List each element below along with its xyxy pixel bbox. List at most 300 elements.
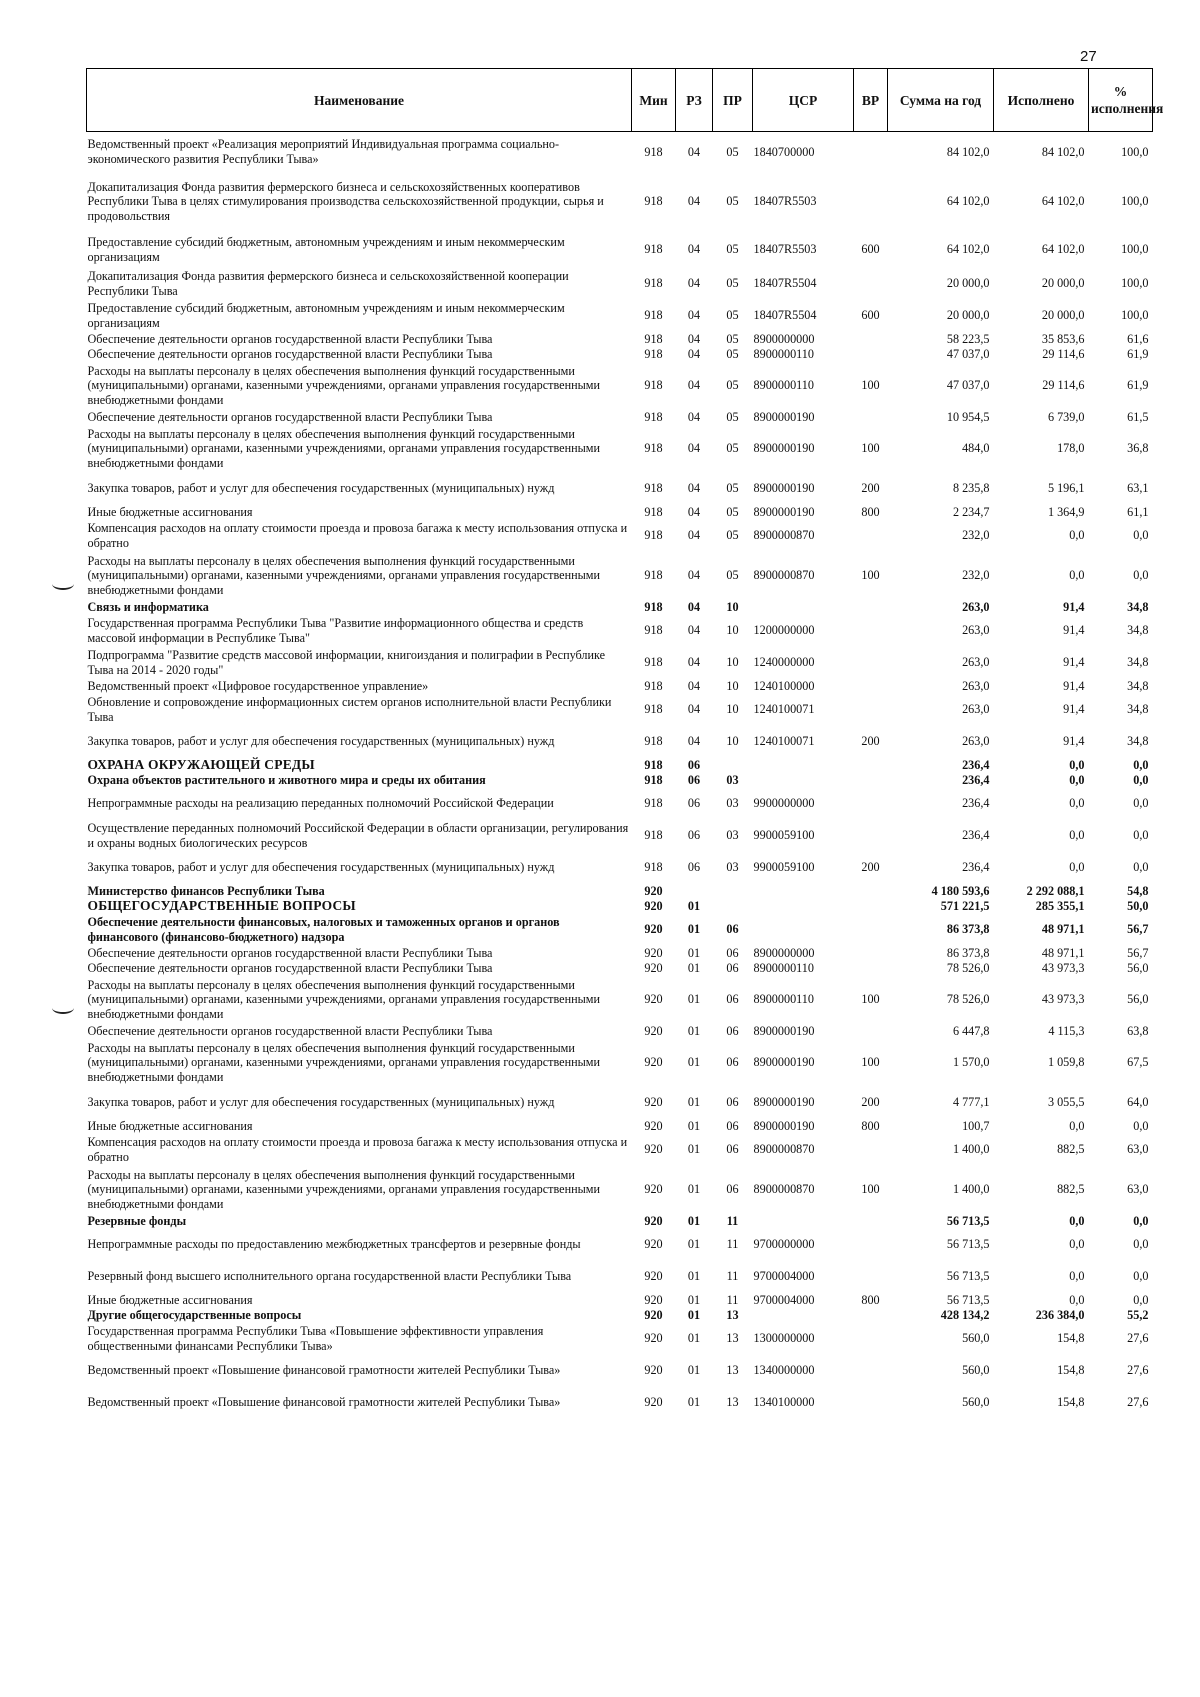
row-csr-cell: [753, 1214, 854, 1229]
row-executed-cell: 91,4: [1063, 678, 1085, 693]
row-min-cell: 918: [644, 308, 663, 323]
row-pr-cell: 11: [726, 1269, 739, 1284]
row-csr-cell: 9700000000: [753, 1237, 815, 1252]
row-pr-cell: 05: [726, 308, 739, 323]
row-rz-cell: 04: [687, 194, 701, 209]
row-csr-cell: 8900000870: [753, 528, 815, 543]
row-sum-cell: 20 000,0: [946, 276, 990, 291]
row-name-cell: Обеспечение деятельности финансовых, налоговых и таможенных органов и органов финансового (финансово-бюджетного) надзора: [87, 915, 560, 944]
row-percent-cell: 61,5: [1127, 409, 1149, 424]
row-sum-cell: 56 713,5: [946, 1213, 990, 1228]
table-row: [87, 946, 1153, 961]
row-pr-cell: 06: [726, 1095, 739, 1110]
row-rz-cell: 04: [687, 308, 701, 323]
row-name-cell: Государственная программа Республики Тыва «Повышение эффективности управления общественными финансами Республики Тыва»: [87, 1324, 544, 1353]
row-percent-cell: 61,9: [1127, 378, 1149, 393]
table-row: [87, 679, 1153, 694]
row-csr-cell: 18407R5504: [753, 308, 817, 323]
table-row: [87, 410, 1153, 425]
row-percent-cell: 100,0: [1121, 144, 1149, 159]
row-sum-cell: 100,7: [962, 1118, 990, 1133]
row-min-cell: 920: [644, 1237, 663, 1252]
row-vr-cell: [854, 172, 888, 232]
row-min-cell: 918: [644, 276, 663, 291]
row-vr-cell: [854, 884, 888, 899]
row-pr-cell: 05: [726, 528, 739, 543]
row-executed-cell: 0,0: [1069, 1292, 1085, 1307]
row-percent-cell: 0,0: [1133, 1237, 1149, 1252]
row-csr-cell: [753, 899, 854, 914]
row-executed-cell: 29 114,6: [1042, 346, 1085, 361]
row-min-cell: 918: [644, 655, 663, 670]
row-executed-cell: 0,0: [1069, 1237, 1085, 1252]
table-row: [87, 1323, 1153, 1355]
row-min-cell: 918: [644, 331, 663, 346]
row-executed-cell: 0,0: [1069, 528, 1085, 543]
row-name-cell: Министерство финансов Республики Тыва: [87, 883, 325, 898]
table-row: [87, 1119, 1153, 1134]
row-name-cell: Ведомственный проект «Реализация мероприятий Индивидуальная программа социально-экономического развития Республики Тыва»: [87, 137, 560, 166]
row-name-cell: Непрограммные расходы на реализацию переданных полномочий Российской Федерации: [87, 796, 554, 811]
row-pr-cell: 11: [726, 1292, 739, 1307]
row-name-cell: Расходы на выплаты персоналу в целях обеспечения выполнения функций государственными (муниципальными) органами, казенными учреждениями, органами управления государственными внебюджетными фондами: [87, 553, 601, 597]
row-csr-cell: 1240100071: [753, 702, 815, 717]
row-name-cell: Резервные фонды: [87, 1213, 187, 1228]
row-pr-cell: 05: [726, 346, 739, 361]
row-csr-cell: 8900000110: [753, 992, 814, 1007]
row-min-cell: 918: [644, 441, 663, 456]
row-rz-cell: [676, 884, 713, 899]
row-sum-cell: 64 102,0: [946, 242, 990, 257]
row-sum-cell: 78 526,0: [946, 960, 990, 975]
row-sum-cell: 56 713,5: [946, 1292, 990, 1307]
row-sum-cell: 2 234,7: [952, 504, 990, 519]
row-min-cell: 920: [644, 898, 663, 913]
row-executed-cell: 91,4: [1063, 655, 1085, 670]
table-row: [87, 1229, 1153, 1261]
row-executed-cell: 91,4: [1063, 623, 1085, 638]
row-rz-cell: 01: [687, 1095, 701, 1110]
row-rz-cell: 01: [687, 992, 701, 1007]
row-name-cell: Ведомственный проект «Цифровое государственное управление»: [87, 678, 429, 693]
row-pr-cell: 05: [726, 504, 739, 519]
row-pr-cell: 13: [726, 1307, 739, 1322]
row-percent-cell: 67,5: [1127, 1055, 1149, 1070]
row-csr-cell: 9700004000: [753, 1269, 815, 1284]
row-min-cell: 918: [644, 504, 663, 519]
table-row: [87, 425, 1153, 473]
row-rz-cell: 04: [687, 599, 701, 614]
row-min-cell: 920: [644, 1269, 663, 1284]
row-rz-cell: 04: [687, 734, 701, 749]
row-sum-cell: 84 102,0: [946, 144, 990, 159]
row-csr-cell: 1340100000: [753, 1395, 815, 1410]
budget-table-container: [86, 68, 1164, 1419]
row-vr-cell: 100: [861, 1182, 880, 1197]
row-csr-cell: 1840700000: [753, 144, 815, 159]
row-csr-cell: 8900000190: [753, 1118, 815, 1133]
row-executed-cell: 0,0: [1069, 1213, 1085, 1228]
row-sum-cell: 4 777,1: [952, 1095, 990, 1110]
row-executed-cell: 91,4: [1063, 734, 1085, 749]
row-percent-cell: 100,0: [1121, 308, 1149, 323]
row-rz-cell: 04: [687, 144, 701, 159]
row-percent-cell: 27,6: [1127, 1363, 1149, 1378]
row-percent-cell: 34,8: [1127, 734, 1149, 749]
row-pr-cell: 03: [726, 828, 739, 843]
row-rz-cell: 01: [687, 1213, 701, 1228]
row-min-cell: 920: [644, 945, 663, 960]
row-executed-cell: 154,8: [1057, 1363, 1085, 1378]
row-vr-cell: 100: [861, 568, 880, 583]
row-executed-cell: 178,0: [1057, 441, 1085, 456]
row-executed-cell: 64 102,0: [1041, 194, 1085, 209]
row-csr-cell: 8900000110: [753, 346, 814, 361]
row-min-cell: 920: [644, 1055, 663, 1070]
row-csr-cell: 9900000000: [753, 796, 815, 811]
table-row: [87, 884, 1153, 899]
row-rz-cell: 01: [687, 1118, 701, 1133]
row-sum-cell: 263,0: [962, 623, 990, 638]
row-rz-cell: 01: [687, 960, 701, 975]
table-row: [87, 1308, 1153, 1323]
row-csr-cell: 8900000870: [753, 1142, 815, 1157]
row-min-cell: 920: [644, 1292, 663, 1307]
table-row: [87, 1261, 1153, 1293]
row-sum-cell: 263,0: [962, 655, 990, 670]
row-vr-cell: [854, 899, 888, 914]
row-executed-cell: 43 973,3: [1041, 992, 1085, 1007]
row-percent-cell: 27,6: [1127, 1395, 1149, 1410]
row-csr-cell: [753, 914, 854, 946]
column-header-name: Наименование: [87, 69, 632, 132]
row-name-cell: Обеспечение деятельности органов государственной власти Республики Тыва: [87, 960, 493, 975]
table-row: [87, 899, 1153, 914]
row-percent-cell: 36,8: [1127, 441, 1149, 456]
row-name-cell: ОБЩЕГОСУДАРСТВЕННЫЕ ВОПРОСЫ: [87, 897, 356, 913]
row-sum-cell: 560,0: [962, 1363, 990, 1378]
row-sum-cell: 47 037,0: [946, 346, 990, 361]
row-pr-cell: 10: [726, 678, 739, 693]
row-name-cell: Резервный фонд высшего исполнительного органа государственной власти Республики Тыва: [87, 1269, 572, 1284]
row-vr-cell: [854, 946, 888, 961]
row-csr-cell: 8900000190: [753, 441, 815, 456]
row-executed-cell: 0,0: [1069, 757, 1085, 772]
row-percent-cell: 0,0: [1133, 1213, 1149, 1228]
row-rz-cell: 06: [687, 860, 701, 875]
row-vr-cell: [854, 1261, 888, 1293]
row-pr-cell: 05: [726, 568, 739, 583]
row-name-cell: Закупка товаров, работ и услуг для обеспечения государственных (муниципальных) нужд: [87, 860, 555, 875]
row-pr-cell: 03: [726, 860, 739, 875]
row-csr-cell: 8900000190: [753, 481, 815, 496]
row-rz-cell: 01: [687, 1395, 701, 1410]
row-rz-cell: 04: [687, 242, 701, 257]
row-rz-cell: 04: [687, 331, 701, 346]
row-sum-cell: 263,0: [962, 702, 990, 717]
row-executed-cell: 29 114,6: [1042, 378, 1085, 393]
row-pr-cell: 06: [726, 1182, 739, 1197]
row-executed-cell: 6 739,0: [1047, 409, 1085, 424]
row-min-cell: 918: [644, 481, 663, 496]
row-rz-cell: 04: [687, 346, 701, 361]
row-min-cell: 918: [644, 528, 663, 543]
row-rz-cell: 04: [687, 441, 701, 456]
table-row: [87, 132, 1153, 172]
row-name-cell: Иные бюджетные ассигнования: [87, 1118, 253, 1133]
table-row: [87, 694, 1153, 726]
row-vr-cell: [854, 520, 888, 552]
row-csr-cell: [753, 600, 854, 615]
row-executed-cell: 0,0: [1069, 860, 1085, 875]
row-vr-cell: [854, 615, 888, 647]
row-pr-cell: 05: [726, 242, 739, 257]
row-percent-cell: 34,8: [1127, 702, 1149, 717]
row-executed-cell: 91,4: [1063, 702, 1085, 717]
row-percent-cell: 100,0: [1121, 194, 1149, 209]
row-percent-cell: 63,0: [1127, 1182, 1149, 1197]
row-executed-cell: 35 853,6: [1041, 331, 1085, 346]
row-sum-cell: 236,4: [962, 757, 990, 772]
row-csr-cell: 8900000110: [753, 378, 814, 393]
row-min-cell: 920: [644, 1118, 663, 1133]
row-min-cell: 920: [644, 922, 663, 937]
table-row: [87, 347, 1153, 362]
row-name-cell: Обеспечение деятельности органов государственной власти Республики Тыва: [87, 945, 493, 960]
row-csr-cell: 1240000000: [753, 655, 815, 670]
row-vr-cell: [854, 600, 888, 615]
row-min-cell: 918: [644, 599, 663, 614]
row-rz-cell: 01: [687, 1363, 701, 1378]
row-pr-cell: 13: [726, 1363, 739, 1378]
row-pr-cell: [713, 899, 753, 914]
row-executed-cell: 154,8: [1057, 1395, 1085, 1410]
row-name-cell: Расходы на выплаты персоналу в целях обеспечения выполнения функций государственными (муниципальными) органами, казенными учреждениями, органами управления государственными внебюджетными фондами: [87, 1040, 601, 1084]
row-sum-cell: 1 570,0: [952, 1055, 990, 1070]
row-min-cell: 918: [644, 734, 663, 749]
row-rz-cell: 01: [687, 1055, 701, 1070]
row-min-cell: 918: [644, 678, 663, 693]
row-rz-cell: 01: [687, 945, 701, 960]
table-row: [87, 300, 1153, 332]
row-percent-cell: 0,0: [1133, 1292, 1149, 1307]
row-sum-cell: 86 373,8: [946, 945, 990, 960]
row-pr-cell: 10: [726, 623, 739, 638]
row-executed-cell: 91,4: [1063, 599, 1085, 614]
row-percent-cell: 50,0: [1127, 898, 1149, 913]
row-pr-cell: 06: [726, 922, 739, 937]
row-name-cell: Другие общегосударственные вопросы: [87, 1307, 302, 1322]
row-pr-cell: 10: [726, 655, 739, 670]
table-row: [87, 1024, 1153, 1039]
row-percent-cell: 0,0: [1133, 528, 1149, 543]
row-rz-cell: 06: [687, 772, 701, 787]
row-rz-cell: 04: [687, 702, 701, 717]
row-csr-cell: 18407R5504: [753, 276, 817, 291]
row-min-cell: 918: [644, 378, 663, 393]
table-row: [87, 615, 1153, 647]
row-sum-cell: 1 400,0: [952, 1182, 990, 1197]
row-vr-cell: [854, 788, 888, 820]
row-vr-cell: 600: [861, 242, 880, 257]
row-rz-cell: 06: [687, 757, 701, 772]
row-percent-cell: 0,0: [1133, 772, 1149, 787]
row-executed-cell: 0,0: [1069, 796, 1085, 811]
row-sum-cell: 86 373,8: [946, 922, 990, 937]
table-row: [87, 773, 1153, 788]
row-rz-cell: 06: [687, 828, 701, 843]
row-name-cell: Докапитализация Фонда развития фермерского бизнеса и сельскохозяйственных кооперативов Республики Тыва в целях стимулирования производства сельскохозяйственной продукции, сырья и продовольствия: [87, 179, 604, 223]
row-min-cell: 918: [644, 409, 663, 424]
row-vr-cell: 100: [861, 441, 880, 456]
row-sum-cell: 263,0: [962, 678, 990, 693]
margin-mark: [52, 578, 74, 590]
table-row: [87, 961, 1153, 976]
row-min-cell: 920: [644, 1023, 663, 1038]
row-vr-cell: 100: [861, 992, 880, 1007]
row-vr-cell: [854, 1229, 888, 1261]
row-name-cell: Предоставление субсидий бюджетным, автономным учреждениям и иным некоммерческим организациям: [87, 301, 565, 330]
row-pr-cell: 06: [726, 1055, 739, 1070]
row-sum-cell: 4 180 593,6: [931, 883, 990, 898]
row-name-cell: Обеспечение деятельности органов государственной власти Республики Тыва: [87, 1023, 493, 1038]
table-row: [87, 1355, 1153, 1387]
row-csr-cell: 8900000190: [753, 409, 815, 424]
row-name-cell: Иные бюджетные ассигнования: [87, 504, 253, 519]
row-percent-cell: 61,1: [1127, 504, 1149, 519]
row-pr-cell: 05: [726, 409, 739, 424]
row-sum-cell: 78 526,0: [946, 992, 990, 1007]
row-min-cell: 920: [644, 883, 663, 898]
row-percent-cell: 63,0: [1127, 1142, 1149, 1157]
row-executed-cell: 882,5: [1057, 1142, 1085, 1157]
row-name-cell: ОХРАНА ОКРУЖАЮЩЕЙ СРЕДЫ: [87, 756, 315, 772]
row-csr-cell: 18407R5503: [753, 242, 817, 257]
row-vr-cell: [854, 679, 888, 694]
row-pr-cell: 10: [726, 734, 739, 749]
row-percent-cell: 0,0: [1133, 828, 1149, 843]
table-row: [87, 505, 1153, 520]
row-min-cell: 918: [644, 860, 663, 875]
row-name-cell: Обеспечение деятельности органов государственной власти Республики Тыва: [87, 331, 493, 346]
row-rz-cell: 01: [687, 1237, 701, 1252]
column-header-min: Мин: [632, 69, 676, 132]
row-name-cell: Расходы на выплаты персоналу в целях обеспечения выполнения функций государственными (муниципальными) органами, казенными учреждениями, органами управления государственными внебюджетными фондами: [87, 977, 601, 1021]
row-percent-cell: 61,9: [1127, 346, 1149, 361]
row-percent-cell: 56,7: [1127, 922, 1149, 937]
row-pr-cell: 06: [726, 1023, 739, 1038]
row-pr-cell: 03: [726, 796, 739, 811]
row-rz-cell: 01: [687, 1269, 701, 1284]
row-rz-cell: 04: [687, 481, 701, 496]
budget-execution-table: [86, 68, 1164, 1419]
column-header-pr: ПР: [713, 69, 753, 132]
row-rz-cell: 04: [687, 528, 701, 543]
row-vr-cell: [854, 332, 888, 347]
row-min-cell: 920: [644, 1142, 663, 1157]
row-min-cell: 918: [644, 144, 663, 159]
row-name-cell: Иные бюджетные ассигнования: [87, 1292, 253, 1307]
row-executed-cell: 0,0: [1069, 828, 1085, 843]
row-vr-cell: [854, 1355, 888, 1387]
row-name-cell: Расходы на выплаты персоналу в целях обеспечения выполнения функций государственными (муниципальными) органами, казенными учреждениями, органами управления государственными внебюджетными фондами: [87, 1167, 601, 1211]
row-executed-cell: 882,5: [1057, 1182, 1085, 1197]
row-percent-cell: 56,0: [1127, 992, 1149, 1007]
row-min-cell: 918: [644, 623, 663, 638]
row-name-cell: Осуществление переданных полномочий Российской Федерации в области организации, регулирования и охраны водных биологических ресурсов: [87, 821, 629, 850]
row-percent-cell: 56,7: [1127, 945, 1149, 960]
row-percent-cell: 34,8: [1127, 678, 1149, 693]
table-row: [87, 172, 1153, 232]
table-row: [87, 1387, 1153, 1419]
row-executed-cell: 1 059,8: [1047, 1055, 1085, 1070]
column-header-sum: Сумма на год: [888, 69, 994, 132]
row-vr-cell: [854, 694, 888, 726]
row-rz-cell: 04: [687, 655, 701, 670]
row-executed-cell: 154,8: [1057, 1331, 1085, 1346]
row-name-cell: Ведомственный проект «Повышение финансовой грамотности жителей Республики Тыва»: [87, 1363, 561, 1378]
row-rz-cell: 04: [687, 568, 701, 583]
row-executed-cell: 0,0: [1069, 1118, 1085, 1133]
row-csr-cell: 1340000000: [753, 1363, 815, 1378]
column-header-csr: ЦСР: [753, 69, 854, 132]
row-csr-cell: 9700004000: [753, 1292, 815, 1307]
row-vr-cell: [854, 1214, 888, 1229]
row-vr-cell: [854, 1134, 888, 1166]
row-min-cell: 918: [644, 194, 663, 209]
row-vr-cell: 800: [861, 1292, 880, 1307]
row-csr-cell: 1240100071: [753, 734, 815, 749]
row-vr-cell: 600: [861, 308, 880, 323]
row-executed-cell: 3 055,5: [1047, 1095, 1085, 1110]
row-percent-cell: 61,6: [1127, 331, 1149, 346]
row-executed-cell: 4 115,3: [1048, 1023, 1085, 1038]
row-sum-cell: 236,4: [962, 772, 990, 787]
row-csr-cell: 8900000000: [753, 945, 815, 960]
row-rz-cell: 01: [687, 1331, 701, 1346]
row-rz-cell: 06: [687, 796, 701, 811]
row-percent-cell: 63,1: [1127, 481, 1149, 496]
row-percent-cell: 64,0: [1127, 1095, 1149, 1110]
table-body: [87, 132, 1153, 1419]
row-pr-cell: 05: [726, 441, 739, 456]
row-pr-cell: 05: [726, 194, 739, 209]
table-row: [87, 473, 1153, 505]
row-vr-cell: 100: [861, 1055, 880, 1070]
row-sum-cell: 236,4: [962, 796, 990, 811]
column-header-rz: РЗ: [676, 69, 713, 132]
row-percent-cell: 54,8: [1127, 883, 1149, 898]
row-csr-cell: 8900000190: [753, 504, 815, 519]
row-vr-cell: 200: [861, 1095, 880, 1110]
row-csr-cell: 8900000190: [753, 1055, 815, 1070]
row-rz-cell: 01: [687, 898, 701, 913]
row-name-cell: Закупка товаров, работ и услуг для обеспечения государственных (муниципальных) нужд: [87, 734, 555, 749]
row-sum-cell: 8 235,8: [952, 481, 990, 496]
page-number: 27: [1080, 48, 1097, 65]
table-row: [87, 600, 1153, 615]
row-percent-cell: 100,0: [1121, 242, 1149, 257]
row-percent-cell: 0,0: [1133, 757, 1149, 772]
row-sum-cell: 236,4: [962, 828, 990, 843]
row-executed-cell: 84 102,0: [1041, 144, 1085, 159]
row-sum-cell: 6 447,8: [952, 1023, 990, 1038]
row-vr-cell: [854, 773, 888, 788]
row-executed-cell: 64 102,0: [1041, 242, 1085, 257]
row-executed-cell: 20 000,0: [1041, 276, 1085, 291]
row-pr-cell: 06: [726, 1118, 739, 1133]
row-percent-cell: 56,0: [1127, 960, 1149, 975]
